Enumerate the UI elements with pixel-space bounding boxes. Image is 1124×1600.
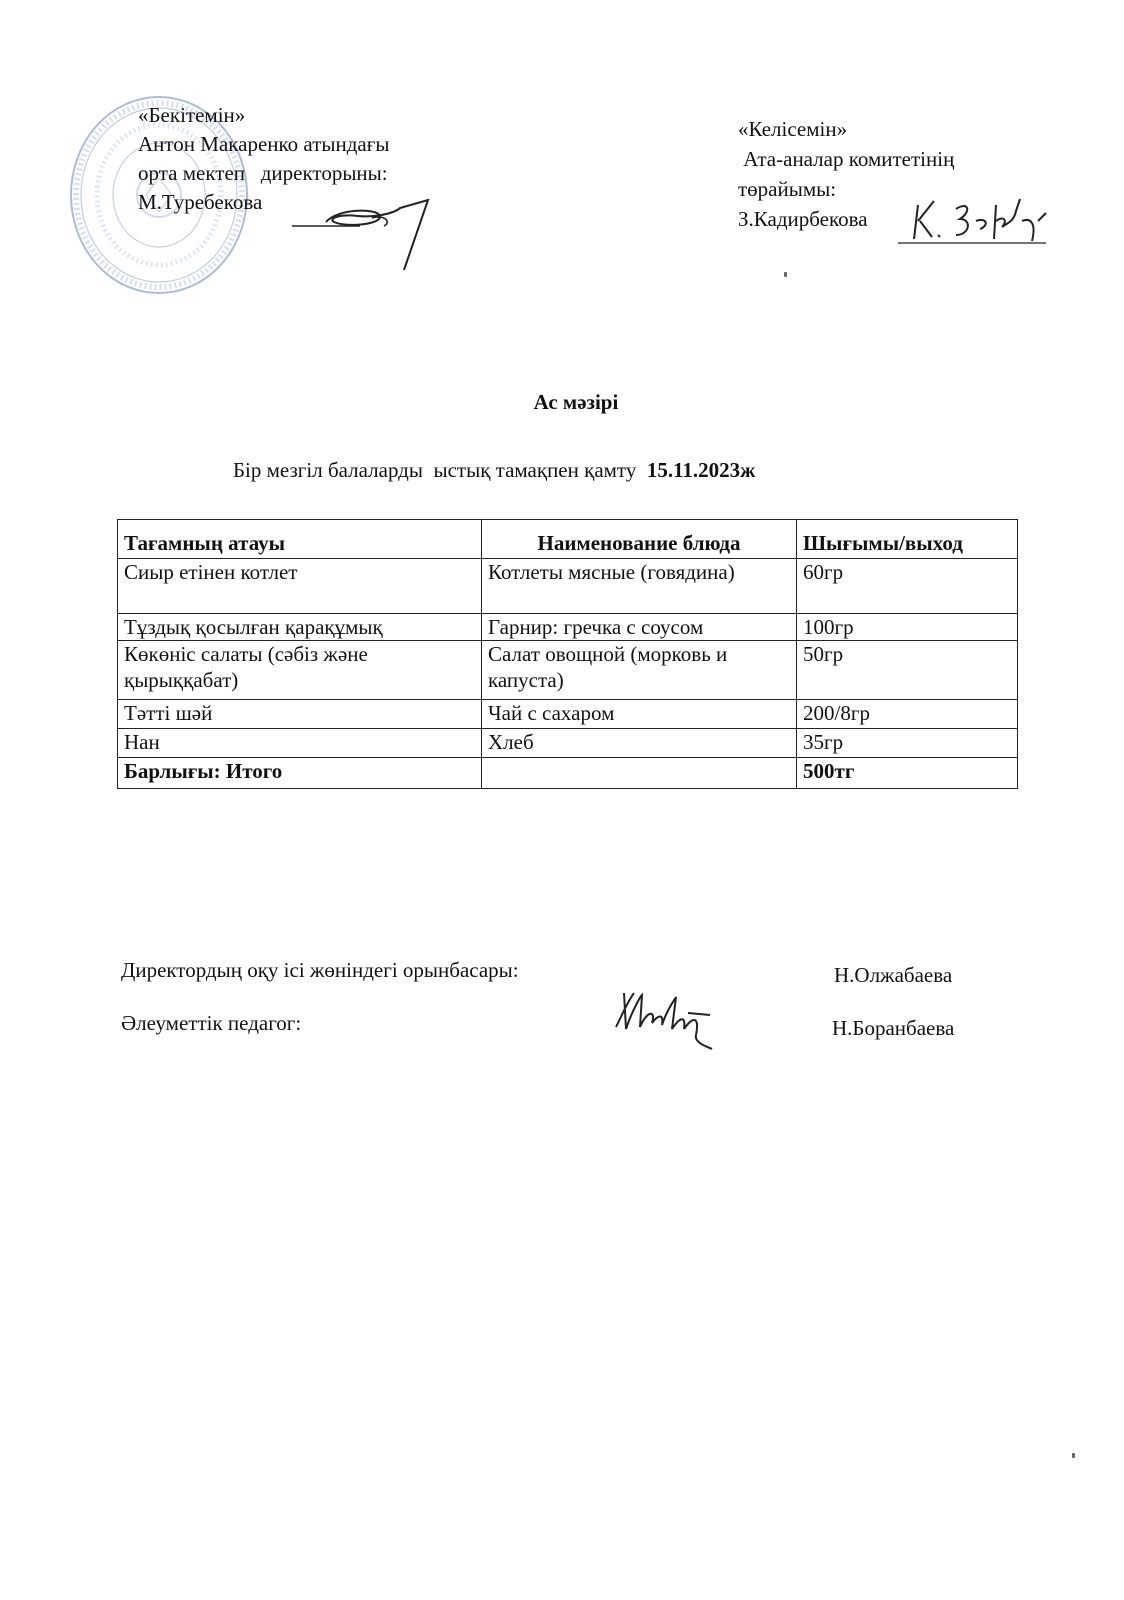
table-row	[118, 700, 1018, 729]
subtitle-text: Бір мезгіл балаларды ыстық тамақпен қамту	[233, 458, 647, 482]
cell-output: 200/8гр	[797, 700, 1018, 729]
table-row	[118, 641, 1018, 700]
committee-signature	[896, 191, 1056, 257]
cell-output: 35гр	[797, 729, 1018, 758]
director-school-line1: Антон Макаренко атындағы	[138, 132, 390, 156]
committee-line2: төрайымы:	[738, 177, 837, 201]
cell-output: 100гр	[797, 614, 1018, 641]
table-total-row	[118, 758, 1018, 789]
agree-heading: «Келісемін»	[738, 117, 848, 141]
director-school-line2: орта мектеп директорыны:	[138, 161, 388, 185]
pedagogue-name: Н.Боранбаева	[832, 1016, 955, 1040]
cell-kk-name: Көкөніс салаты (сәбіз және қырыққабат)	[118, 641, 482, 700]
header-kk-name: Тағамның атауы	[118, 520, 482, 559]
cell-kk-name: Сиыр етінен котлет	[118, 559, 482, 614]
header-output: Шығымы/выход	[797, 520, 1018, 559]
header-ru-name: Наименование блюда	[482, 520, 797, 559]
cell-ru-name: Котлеты мясные (говядина)	[482, 559, 797, 614]
table-row	[118, 614, 1018, 641]
speck	[784, 272, 787, 277]
cell-ru-name: Чай с сахаром	[482, 700, 797, 729]
document-subtitle	[233, 458, 755, 483]
total-value: 500тг	[797, 758, 1018, 789]
cell-output: 50гр	[797, 641, 1018, 700]
cell-ru-name: Гарнир: гречка с соусом	[482, 614, 797, 641]
director-signature	[288, 186, 438, 276]
table-row	[118, 729, 1018, 758]
table-header-row	[118, 520, 1018, 559]
cell-kk-name: Тұздық қосылған қарақұмық	[118, 614, 482, 641]
document-title: Ас мәзірі	[533, 390, 619, 414]
cell-kk-name: Тәтті шәй	[118, 700, 482, 729]
approve-heading: «Бекітемін»	[138, 103, 246, 127]
pedagogue-signature	[612, 987, 724, 1051]
subtitle-date: 15.11.2023ж	[646, 458, 756, 482]
cell-kk-name: Нан	[118, 729, 482, 758]
cell-ru-name: Салат овощной (морковь и капуста)	[482, 641, 797, 700]
menu-table	[117, 519, 1018, 789]
cell-ru-name: Хлеб	[482, 729, 797, 758]
total-label: Барлығы: Итого	[118, 758, 482, 789]
director-name: М.Туребекова	[138, 190, 263, 214]
deputy-name: Н.Олжабаева	[834, 963, 953, 987]
total-empty	[482, 758, 797, 789]
table-row	[118, 559, 1018, 614]
deputy-label: Директордың оқу ісі жөніндегі орынбасары:	[121, 958, 519, 982]
cell-output: 60гр	[797, 559, 1018, 614]
committee-chair-name: З.Кадирбекова	[738, 207, 868, 231]
pedagogue-label: Әлеуметтік педагог:	[121, 1011, 302, 1035]
committee-line1: Ата-аналар комитетінің	[738, 147, 955, 171]
speck	[1072, 1453, 1075, 1458]
